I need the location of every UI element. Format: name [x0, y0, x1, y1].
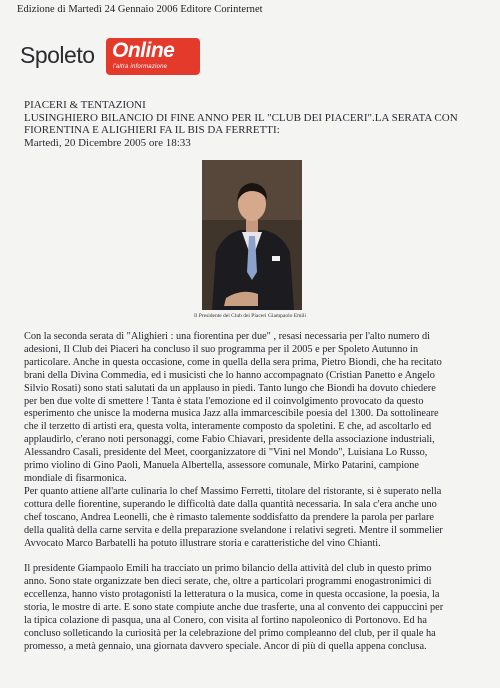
text-line: Avvocato Marco Barbatelli ha potuto illustrare storia e caratteristiche del vino Chianti.	[24, 537, 381, 549]
edition-line: Edizione di Martedì 24 Gennaio 2006 Editore Corinternet	[17, 4, 263, 15]
logo-tagline: l'altra informazione	[113, 64, 168, 70]
logo-badge-text: Online	[112, 39, 175, 62]
paragraph	[24, 331, 488, 486]
portrait-image	[202, 160, 302, 310]
text-line: della qualità della carne servita e della preparazione svelandone i relativi segreti. Mentre il sommelier	[24, 524, 443, 536]
text-line: Alessandro Casali, presidente del Meet, coorganizzatore di "Vini nel Mondo", Luisiana Lo Russo,	[24, 447, 428, 459]
text-line: concluso solleticando la curiosità per la celebrazione del primo compleanno del club, per il quale ha	[24, 627, 436, 639]
text-line: adesioni, Il Club dei Piaceri ha concluso il suo programma per il 2005 e per Spoleto Autunno in	[24, 343, 419, 355]
text-line: mondiale di fisarmonica.	[24, 472, 127, 484]
text-line: la tipica colazione di pasqua, una al Conero, con visita al fortino napoleonico di Portonovo. Ed ha	[24, 615, 427, 627]
text-line: Il presidente Giampaolo Emili ha tracciato un primo bilancio della attività del club in questo primo	[24, 563, 432, 575]
section-label: PIACERI & TENTAZIONI	[24, 99, 146, 111]
text-line: particolare. Anche in questa occasione, come in quella della sera prima, Pietro Biondi, che ha recitato	[24, 356, 442, 368]
text-line: cottura delle fiorentine, superando le difficoltà date dalla quantità necessaria. In sala c'era anche uno	[24, 498, 437, 510]
photo-caption: Il Presidente del Club dei Piaceri Giampaolo Emili	[194, 313, 306, 319]
text-line: anno. Sono state organizzate ben dieci serate, che, oltre a particolari programmi enogastronimici di	[24, 576, 432, 588]
text-line: applaudirlo, c'erano noti personaggi, come Fabio Chiavari, presidente della associazione industriali,	[24, 434, 435, 446]
text-line: che il terzetto di artisti era, questa volta, interamente composto da spoletini. E che, ad ascoltarlo ed	[24, 421, 432, 433]
logo-word: Spoleto	[20, 42, 95, 68]
text-line: chef toscano, Andrea Leonelli, che è rimasto talemente soddisfatto da prendere la parola per parlare	[24, 511, 434, 523]
text-line: primo violino di Gino Paoli, Manuela Albertella, assessore comunale, Mirko Patarini, campione	[24, 460, 419, 472]
text-line: eccellenza, hanno visto protagonisti la letteratura o la musica, come in questa occasione, la poesia, la	[24, 589, 440, 601]
logo-badge	[106, 38, 200, 75]
president-photo	[202, 160, 302, 310]
text-line: storia, le mostre di arte. E sono state compiute anche due trasferte, una al convento dei cappuccini per	[24, 602, 444, 614]
article-body	[24, 331, 488, 654]
text-line: per ben due volte di smettere ! Tanta è stata l'emozione ed il coinvolgimento provocato da questo	[24, 395, 424, 407]
paragraph	[24, 486, 488, 551]
text-line: esperimento che unisce la moderna musica Jazz alla immarcescibile poesia del 1300. Da sottolineare	[24, 408, 439, 420]
article-title-line: LUSINGHIERO BILANCIO DI FINE ANNO PER IL "CLUB DEI PIACERI".LA SERATA CON	[24, 111, 458, 124]
article-header	[24, 99, 484, 149]
article-date: Martedì, 20 Dicembre 2005 ore 18:33	[24, 136, 191, 149]
paragraph	[24, 563, 488, 653]
text-line: brani della Divina Commedia, ed i musicisti che lo hanno accompagnato (Cristian Panetto e Angelo	[24, 369, 435, 381]
text-line: promesso, a metà gennaio, una giornata davvero speciale. Ancor di più di quella appena conclusa.	[24, 640, 427, 652]
article-title-line: FIORENTINA E ALIGHIERI FA IL BIS DA FERRETTI:	[24, 124, 280, 136]
text-line: Silvio Rosati) sono stati salutati da un applauso in piedi. Tanto lungo che Biondi ha dovuto chiedere	[24, 382, 436, 394]
text-line: Con la seconda serata di "Alighieri : una fiorentina per due" , resasi necessaria per l'alto numero di	[24, 331, 430, 342]
text-line: Per quanto attiene all'arte culinaria lo chef Massimo Ferretti, titolare del ristorante, si è superato nella	[24, 485, 442, 497]
